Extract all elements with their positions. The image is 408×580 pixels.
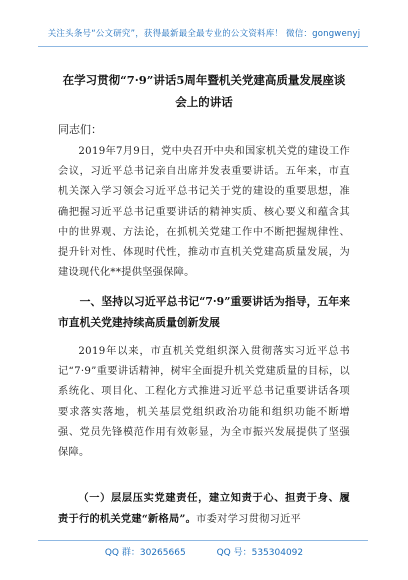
footer-qq-number: QQ 号：535304092 — [216, 548, 304, 558]
header-divider — [38, 46, 368, 47]
paragraph-2: 2019年以来，市直机关党组织深入贯彻落实习近平总书记“7·9”重要讲话精神，树牢全面提升机关党建质量的目标，以系统化、项目化、工程化方式推进习近平总书记重要讲话各项要求落实落地，机关基层党组织政治功能和组织功能不断增强、党员先锋模范作用有效彰显，为全市振兴发展提供了坚强保障。 — [58, 346, 350, 459]
subsection-paragraph — [58, 488, 350, 530]
paragraph-1: 2019年7月9日，党中央召开中央和国家机关党的建设工作会议，习近平总书记亲自出席并发表重要讲话。五年来，市直机关深入学习领会习近平总书记关于党的建设的重要思想，准确把握习近平总书记重要讲话的精神实质、核心要义和蕴含其中的世界观、方法论，在抓机关党建工作中不断把握规律性、提升针对性、体现时代性，推动市直机关党建高质量发展，为建设现代化**提供坚强保障。 — [58, 146, 350, 279]
paragraph-3-start: 市委对学习贯彻习近平 — [196, 514, 302, 525]
salutation: 同志们： — [58, 123, 102, 136]
header-promo-text: 关注头条号“公文研究”，获得最新最全最专业的公文资料库！ 微信：gongwenyj — [47, 29, 361, 39]
document-title — [48, 69, 360, 113]
footer-qq-group: QQ 群：30265665 — [104, 548, 186, 558]
subsection-heading-1: （一）层层压实党建责任，建立知责于心、担责于身、履责于行的机关党建“新格局”。 — [58, 492, 350, 525]
document-title-line-1: 在学习贯彻“7·9”讲话5周年暨机关党建高质量发展座谈 — [62, 73, 346, 87]
page-footer — [0, 545, 408, 558]
section-heading-1: 一、坚持以习近平总书记“7·9”重要讲话为指导，五年来市直机关党建持续高质量创新发展 — [58, 295, 350, 329]
document-title-line-2: 会上的讲话 — [175, 95, 233, 109]
footer-divider — [38, 540, 368, 541]
page-header — [0, 0, 408, 60]
